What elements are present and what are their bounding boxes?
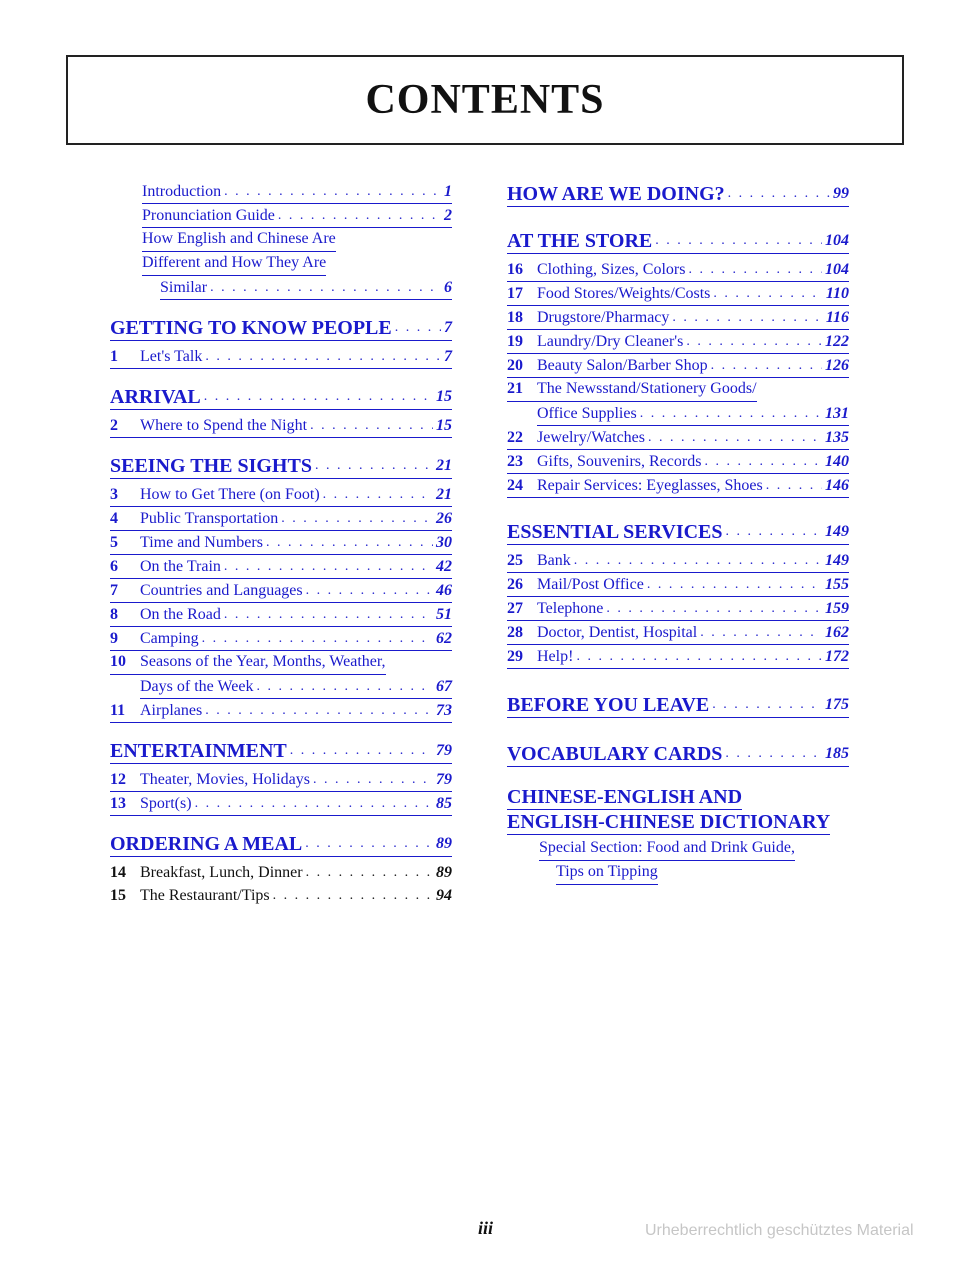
chapter-number: 21	[507, 378, 537, 402]
toc-entry-chapter-14: 14 Breakfast, Lunch, Dinner . . . 89	[110, 861, 452, 884]
toc-entry-chapter-29[interactable]: 29 Help! . . . 172	[507, 645, 849, 669]
toc-entry-chapter-5[interactable]: 5 Time and Numbers . . . 30	[110, 531, 452, 555]
toc-entry-chapter-21[interactable]	[507, 378, 849, 426]
section-getting-to-know-people[interactable]: GETTING TO KNOW PEOPLE . . . 7	[110, 314, 452, 341]
toc-right-column	[507, 180, 849, 885]
toc-entry-chapter-2[interactable]: 2 Where to Spend the Night . . . 15	[110, 414, 452, 438]
toc-entry-line: Different and How They Are	[142, 252, 326, 276]
toc-left-column	[110, 180, 452, 907]
toc-entry-chapter-15: 15 The Restaurant/Tips . . . 94	[110, 884, 452, 907]
toc-entry-chapter-4[interactable]: 4 Public Transportation . . . 26	[110, 507, 452, 531]
toc-entry-chapter-26[interactable]: 26 Mail/Post Office . . . 155	[507, 573, 849, 597]
section-dictionary[interactable]	[507, 785, 849, 835]
toc-entry-chapter-9[interactable]: 9 Camping . . . 62	[110, 627, 452, 651]
section-arrival[interactable]: ARRIVAL . . . 15	[110, 383, 452, 410]
toc-entry-chapter-20[interactable]: 20 Beauty Salon/Barber Shop . . . 126	[507, 354, 849, 378]
page-title: CONTENTS	[365, 77, 605, 123]
toc-entry-chapter-13[interactable]: 13 Sport(s) . . . 85	[110, 792, 452, 816]
toc-entry-chapter-27[interactable]: 27 Telephone . . . 159	[507, 597, 849, 621]
toc-entry-office-supplies[interactable]: Office Supplies . . . 131	[537, 402, 849, 426]
toc-entry-chapter-24[interactable]: 24 Repair Services: Eyeglasses, Shoes . . . 146	[507, 474, 849, 498]
toc-entry-chapter-28[interactable]: 28 Doctor, Dentist, Hospital . . . 162	[507, 621, 849, 645]
toc-entry-chapter-18[interactable]: 18 Drugstore/Pharmacy . . . 116	[507, 306, 849, 330]
toc-entry-chapter-17[interactable]: 17 Food Stores/Weights/Costs . . . 110	[507, 282, 849, 306]
toc-entry-pronunciation-guide[interactable]: Pronunciation Guide . . . 2	[142, 204, 452, 228]
toc-entry-chapter-8[interactable]: 8 On the Road . . . 51	[110, 603, 452, 627]
toc-entry-chapter-19[interactable]: 19 Laundry/Dry Cleaner's . . . 122	[507, 330, 849, 354]
toc-entry-chapter-22[interactable]: 22 Jewelry/Watches . . . 135	[507, 426, 849, 450]
toc-entry-chapter-1[interactable]: 1 Let's Talk . . . 7	[110, 345, 452, 369]
toc-entry-days-of-week[interactable]: Days of the Week . . . 67	[140, 675, 452, 699]
toc-entry-chapter-16[interactable]: 16 Clothing, Sizes, Colors . . . 104	[507, 258, 849, 282]
toc-entry-chapter-25[interactable]: 25 Bank . . . 149	[507, 549, 849, 573]
special-section-line2: Tips on Tipping	[556, 861, 658, 885]
dictionary-title-line1: CHINESE-ENGLISH AND	[507, 786, 743, 808]
section-vocabulary-cards[interactable]: VOCABULARY CARDS . . . 185	[507, 740, 849, 767]
section-essential-services[interactable]: ESSENTIAL SERVICES . . . 149	[507, 518, 849, 545]
section-seeing-the-sights[interactable]: SEEING THE SIGHTS . . . 21	[110, 452, 452, 479]
toc-entry-chapter-23[interactable]: 23 Gifts, Souvenirs, Records . . . 140	[507, 450, 849, 474]
section-ordering-a-meal[interactable]: ORDERING A MEAL . . . 89	[110, 830, 452, 857]
section-at-the-store[interactable]: AT THE STORE . . . 104	[507, 227, 849, 254]
contents-title-box	[66, 55, 904, 145]
toc-entry-chapter-10[interactable]	[110, 651, 452, 699]
toc-entry-line: The Newsstand/Stationery Goods/	[537, 378, 757, 402]
page-number: iii	[478, 1218, 494, 1238]
section-entertainment[interactable]: ENTERTAINMENT . . . 79	[110, 737, 452, 764]
chapter-number: 10	[110, 651, 140, 675]
toc-entry-chapter-3[interactable]: 3 How to Get There (on Foot) . . . 21	[110, 483, 452, 507]
dictionary-title-line2: ENGLISH-CHINESE DICTIONARY	[507, 811, 831, 833]
toc-entry-chapter-11[interactable]: 11 Airplanes . . . 73	[110, 699, 452, 723]
toc-entry-line: How English and Chinese Are	[142, 228, 336, 252]
toc-entry-chapter-6[interactable]: 6 On the Train . . . 42	[110, 555, 452, 579]
toc-entry-chapter-12[interactable]: 12 Theater, Movies, Holidays . . . 79	[110, 768, 452, 792]
toc-entry-line: Seasons of the Year, Months, Weather,	[140, 651, 386, 675]
toc-entry-chapter-7[interactable]: 7 Countries and Languages . . . 46	[110, 579, 452, 603]
toc-entry-how-english-chinese[interactable]	[142, 228, 452, 300]
toc-entry-similar[interactable]: Similar . . . 6	[160, 276, 452, 300]
section-before-you-leave[interactable]: BEFORE YOU LEAVE . . . 175	[507, 691, 849, 718]
section-how-are-we-doing[interactable]: HOW ARE WE DOING? . . . 99	[507, 180, 849, 207]
special-section-line1: Special Section: Food and Drink Guide,	[539, 837, 795, 861]
toc-entry-introduction[interactable]: Introduction . . . 1	[142, 180, 452, 204]
toc-entry-special-section[interactable]	[539, 837, 849, 885]
copyright-watermark: Urheberrechtlich geschütztes Material	[645, 1222, 914, 1239]
